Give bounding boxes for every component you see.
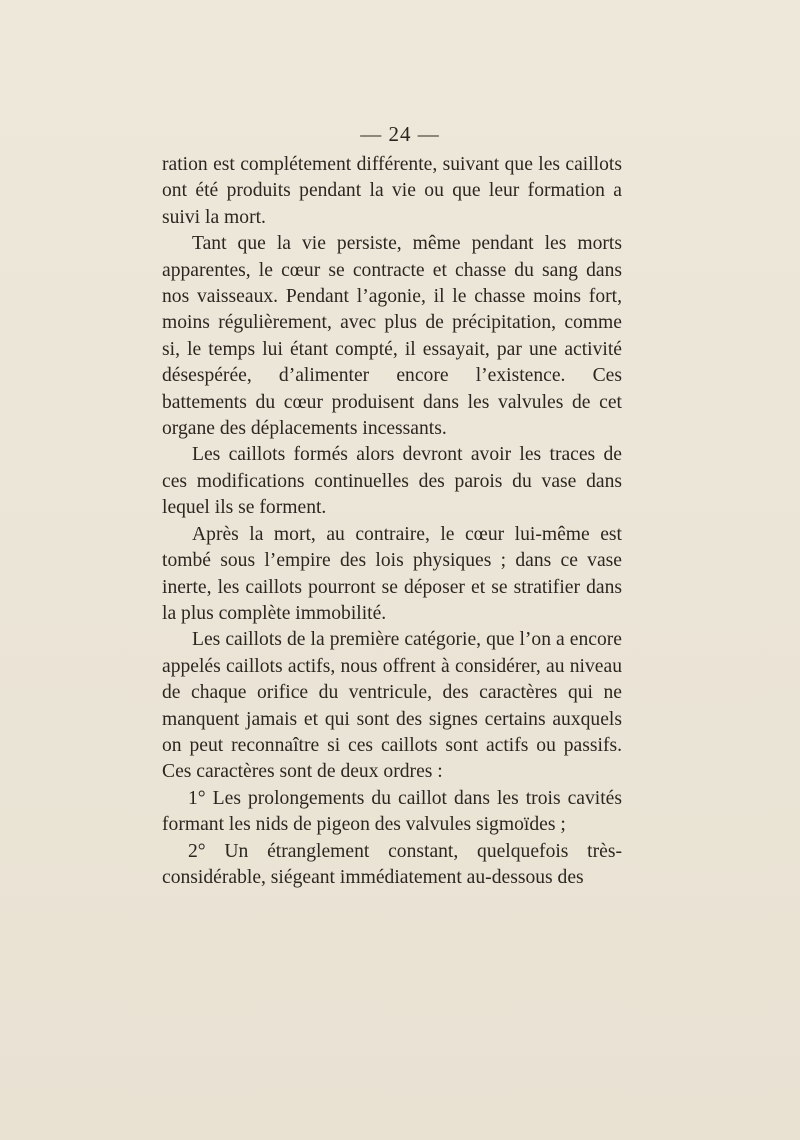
list-item: 1° Les prolongements du caillot dans les trois cavités formant les nids de pigeon des valvules sigmoïdes ; (162, 787, 622, 836)
paragraph: Les caillots formés alors devront avoir les traces de ces modifications continuelles des parois du vase dans lequel ils se forment. (162, 444, 622, 519)
paragraph: Après la mort, au contraire, le cœur lui-même est tombé sous l’empire des lois physiques ; dans ce vase inerte, les caillots pourront se déposer et se stratifier dans la plus complète immobilité. (162, 523, 622, 624)
list-item: 2° Un étranglement constant, quelquefois très-considérable, siégeant immédiatement au-dessous des (162, 840, 622, 888)
page-number: — 24 — (360, 122, 440, 146)
paragraph: ration est complétement différente, suivant que les caillots ont été produits pendant la vie ou que leur formation a suivi la mort. (162, 154, 622, 228)
paragraph: Les caillots de la première catégorie, que l’on a encore appelés caillots actifs, nous offrent à considérer, au niveau de chaque orifice du ventricule, des caractères qui ne manquent jamais et qui sont des signes certains auxquels on peut reconnaître si ces caillots sont actifs ou passifs. Ces caractères sont de deux ordres : (162, 629, 622, 783)
paragraph: Tant que la vie persiste, même pendant les morts apparentes, le cœur se contracte et chasse du sang dans nos vaisseaux. Pendant l’agonie, il le chasse moins fort, moins régulièrement, avec plus de précipitation, comme si, le temps lui étant compté, il essayait, par une activité désespérée, d’alimenter encore l’existence. Ces battements du cœur produisent dans les valvules de cet organe des déplacements incessants. (162, 233, 622, 440)
body-text (162, 152, 622, 891)
